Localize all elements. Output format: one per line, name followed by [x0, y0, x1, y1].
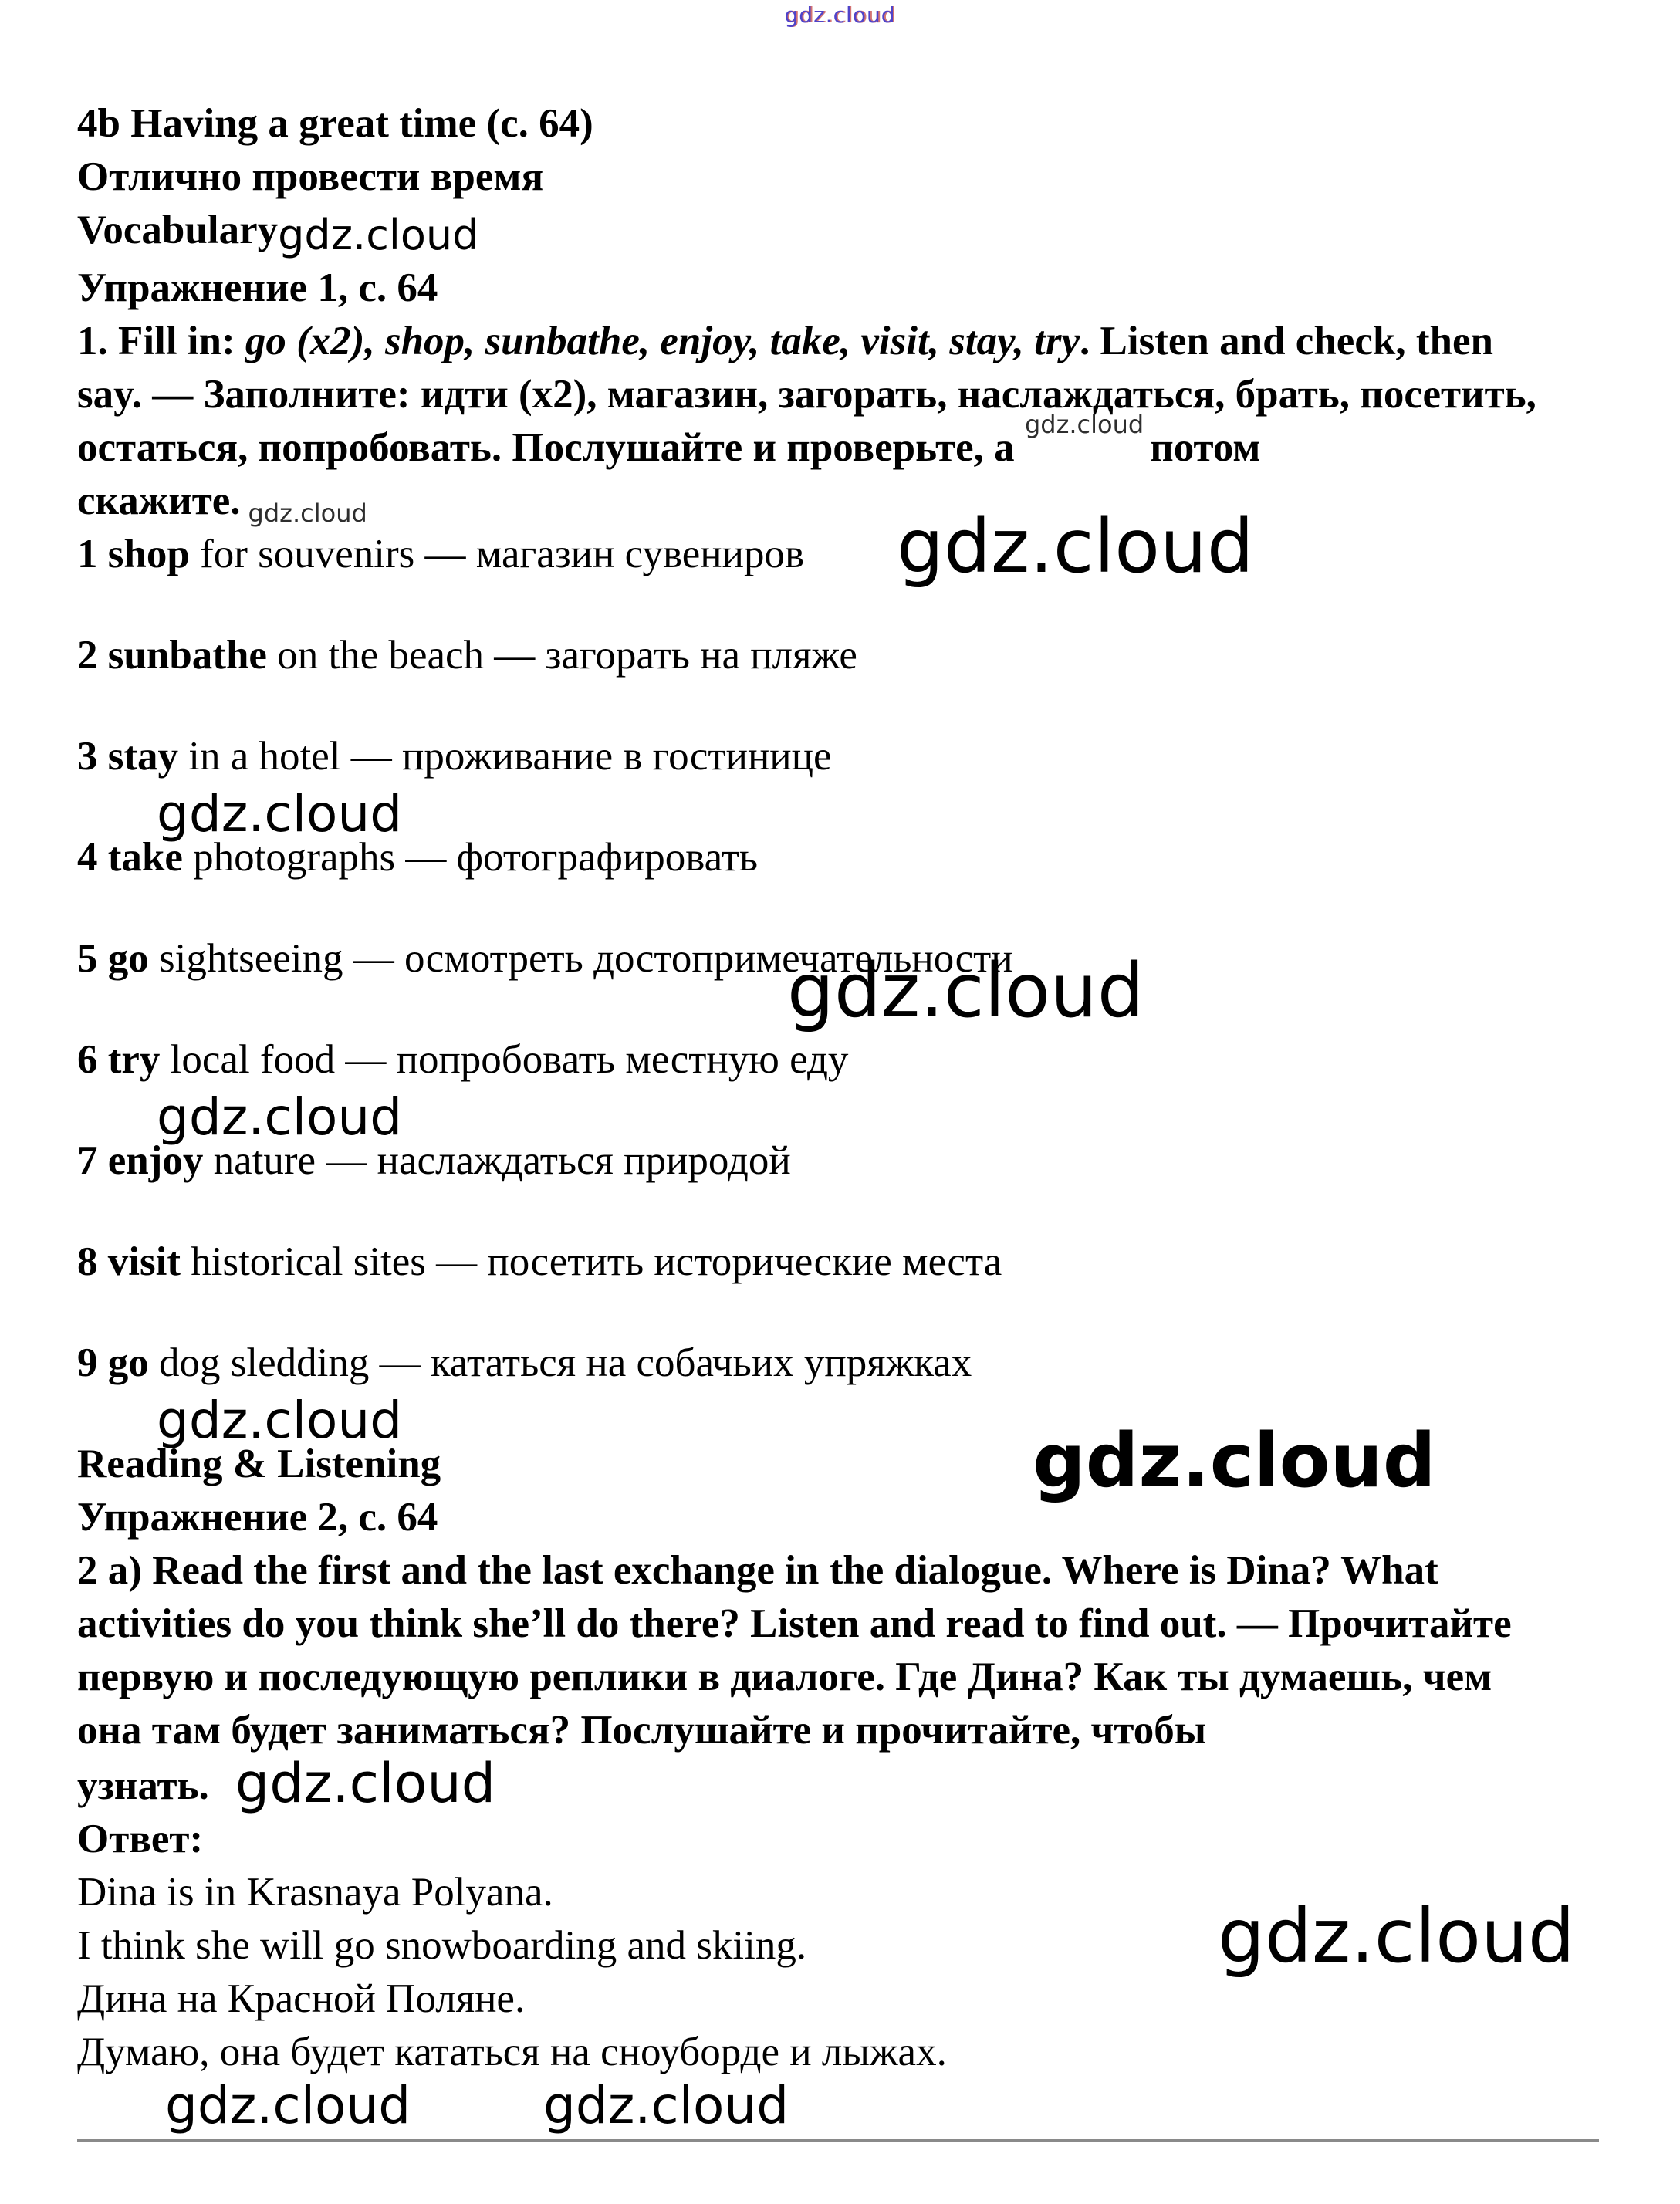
task1-prefix: 1. Fill in:	[77, 319, 245, 363]
section-vocabulary-label: Vocabulary	[77, 208, 279, 252]
task1-body: . Listen and check, then say. — Заполните: идти (x2), магазин, загорать, наслаждаться, брать, посетить, остаться, попробовать. Послушайте и проверьте, а	[77, 319, 1536, 470]
item-keyword: 4 take	[77, 835, 183, 880]
page-content	[77, 97, 1575, 2142]
item-text: photographs — фотографировать	[182, 835, 759, 880]
answers	[77, 1866, 1575, 2079]
page-subtitle: Отлично провести время	[77, 154, 544, 199]
item-text: historical sites — посетить исторические места	[180, 1239, 1002, 1284]
list-item	[77, 831, 1551, 884]
watermark: gdz.cloud	[165, 2076, 411, 2135]
item-keyword: 6 try	[77, 1037, 161, 1082]
watermark: gdz.cloud	[787, 948, 1144, 1034]
item-keyword: 2 sunbathe	[77, 633, 267, 678]
item-keyword: 7 enjoy	[77, 1138, 204, 1183]
item-keyword: 5 go	[77, 936, 149, 981]
item-text: in a hotel — проживание в гостинице	[178, 734, 832, 779]
watermark: gdz.cloud	[235, 1752, 496, 1815]
item-keyword: 9 go	[77, 1340, 149, 1385]
watermark: gdz.cloud	[278, 211, 479, 259]
task1-text	[77, 315, 1551, 528]
answer-line	[77, 1893, 1575, 1979]
task1-tail: потом скажите.	[77, 425, 1261, 523]
watermark: gdz.cloud	[1024, 410, 1144, 439]
exercise1-label: Упражнение 1, с. 64	[77, 265, 438, 310]
section-vocabulary	[77, 204, 1551, 262]
item-text: on the beach — загорать на пляже	[266, 633, 857, 678]
exercise2-label: Упражнение 2, с. 64	[77, 1495, 438, 1540]
list-item	[77, 730, 1551, 843]
watermark: gdz.cloud	[1218, 1893, 1575, 1979]
watermark: gdz.cloud	[248, 499, 367, 528]
watermark: gdz.cloud	[1033, 1418, 1436, 1504]
answer-line: Думаю, она будет кататься на сноуборде и лыжах.	[77, 2030, 947, 2074]
vocabulary-list	[77, 503, 1551, 1450]
task2-body: 2 a) Read the first and the last exchange in the dialogue. Where is Dina? What activities do you think she’ll do there? Listen and read to find out. — Прочитайте первую и последующую реплики в диалоге. Где Дина? Как ты думаешь, чем она там будет заниматься? Послушайте и прочитайте, чтобы узнать.	[77, 1548, 1512, 1808]
watermark: gdz.cloud	[157, 784, 403, 843]
list-item	[77, 1033, 1551, 1147]
page-title: 4b Having a great time (с. 64)	[77, 101, 593, 146]
item-keyword: 8 visit	[77, 1239, 181, 1284]
list-item	[77, 503, 1551, 590]
item-text: nature — наслаждаться природой	[203, 1138, 791, 1183]
section-reading-listening	[77, 1418, 1551, 1504]
item-keyword: 3 stay	[77, 734, 179, 779]
answer-text: I think she will go snowboarding and skiing.	[77, 1923, 807, 1968]
watermark: gdz.cloud	[897, 503, 1254, 590]
list-item	[77, 932, 1551, 1034]
list-item	[77, 629, 1551, 682]
section-reading-listening-label: Reading & Listening	[77, 1442, 441, 1486]
bottom-watermarks	[77, 2076, 1551, 2135]
watermark: gdz.cloud	[157, 1087, 403, 1147]
answer-label: Ответ:	[77, 1817, 204, 1861]
watermark: gdz.cloud	[157, 1391, 403, 1450]
task1-word-list: go (x2), shop, sunbathe, enjoy, take, visit, stay, try	[245, 319, 1080, 363]
task2-text	[77, 1544, 1551, 1813]
item-text: sightseeing — осмотреть достопримечательности	[148, 936, 1013, 981]
answer-line: Dina is in Krasnaya Polyana.	[77, 1870, 553, 1915]
item-text: local food — попробовать местную еду	[160, 1037, 849, 1082]
answer-line: Дина на Красной Поляне.	[77, 1976, 526, 2021]
item-text: dog sledding — кататься на собачьих упряжках	[148, 1340, 972, 1385]
watermark: gdz.cloud	[784, 2, 896, 28]
page-divider	[77, 2139, 1599, 2142]
item-text: for souvenirs — магазин сувениров	[189, 532, 804, 576]
watermark: gdz.cloud	[543, 2076, 789, 2135]
list-item	[77, 1337, 1551, 1450]
list-item	[77, 1236, 1551, 1289]
item-keyword: 1 shop	[77, 532, 190, 576]
list-item	[77, 1134, 1551, 1188]
